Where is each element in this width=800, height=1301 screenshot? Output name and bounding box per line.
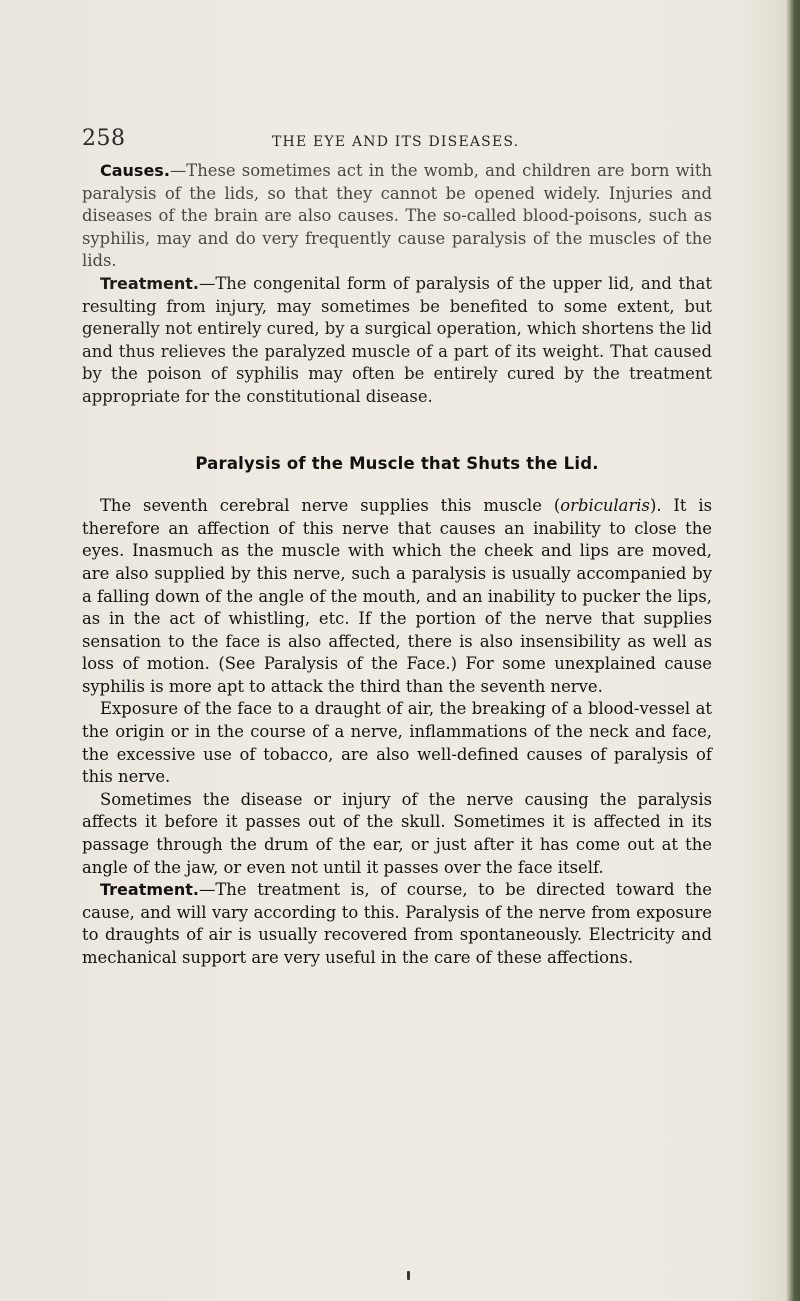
treatment-text: —The congenital form of paralysis of the upper lid, and that resulting from injury, may sometimes be benefited to some extent, but generally not entirely cured, by a surgical operation, which shortens the lid and thus relieves the paralyzed muscle of a part of its weight. That caused by the poison of syphilis may often be entirely cured by the treatment appropriate for the constitutional disease. bbox=[82, 273, 712, 406]
exposure-paragraph: Exposure of the face to a draught of air, the breaking of a blood-vessel at the origin or in the course of a nerve, inflammations of the neck and face, the excessive use of tobacco, are also well-defined causes of paralysis of this nerve. bbox=[82, 699, 712, 787]
orbicularis-term: orbicularis bbox=[560, 496, 650, 516]
seventh-nerve-text-after: ). It is therefore an affection of this nerve that causes an inability to close the eyes. Inasmuch as the muscle with which the cheek and lips are moved, are also supplied by this nerve, such a paralysis is usually accompanied by a falling down of the angle of the mouth, and an inability to pucker the lips, as in the act of whistling, etc. If the portion of the nerve that supplies sensation to the face is also affected, there is also insensibility as well as loss of motion. (See Paralysis of the Face.) For some unexplained cause syphilis is more apt to attack the third than the seventh nerve. bbox=[82, 496, 713, 696]
causes-paragraph bbox=[82, 160, 712, 273]
treatment-text-2: —The treatment is, of course, to be directed toward the cause, and will vary according to this. Paralysis of the nerve from exposure to draughts of air is usually recovered from spontaneously. Electricity and mechanical support are very useful in the care of these affections. bbox=[82, 880, 712, 967]
causes-text: —These sometimes act in the womb, and children are born with paralysis of the lids, so that they cannot be opened widely. Injuries and diseases of the brain are also causes. The so-called blood-poisons, such as syphilis, may and do very frequently cause paralysis of the muscles of the lids. bbox=[82, 161, 712, 271]
seventh-nerve-paragraph bbox=[82, 495, 712, 698]
page-edge-shadow bbox=[786, 0, 800, 1301]
ink-speck bbox=[407, 1271, 410, 1280]
treatment-paragraph bbox=[82, 273, 712, 409]
running-head: THE EYE AND ITS DISEASES. bbox=[272, 134, 520, 150]
seventh-nerve-text-before: The seventh cerebral nerve supplies this muscle ( bbox=[100, 496, 561, 516]
treatment-lead: Treatment. bbox=[100, 273, 199, 293]
page-header bbox=[82, 126, 702, 152]
sometimes-paragraph: Sometimes the disease or injury of the nerve causing the paralysis affects it before it passes out of the skull. Sometimes it is affected in its passage through the drum of the ear, or just after it has come out at the angle of the jaw, or even not until it passes over the face itself. bbox=[82, 789, 712, 877]
treatment-lead-2: Treatment. bbox=[100, 880, 199, 900]
body-text bbox=[82, 160, 712, 970]
section-heading: Paralysis of the Muscle that Shuts the Lid. bbox=[195, 453, 599, 473]
treatment-paragraph-2 bbox=[82, 879, 712, 969]
causes-lead: Causes. bbox=[100, 161, 170, 180]
page-number: 258 bbox=[82, 126, 126, 151]
